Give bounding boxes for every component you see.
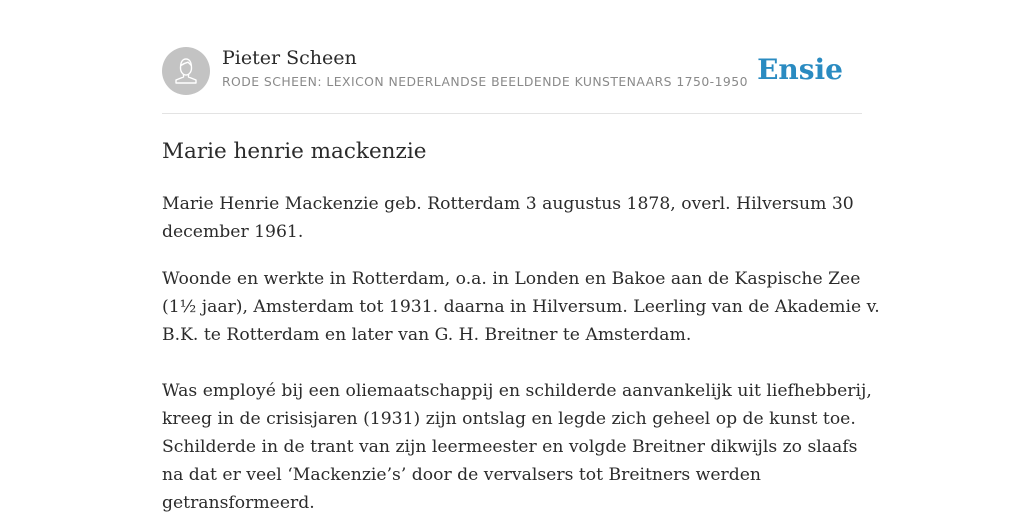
author-avatar[interactable] xyxy=(162,47,210,95)
paragraph-line: december 1961. xyxy=(162,222,304,242)
paragraph-line: kreeg in de crisisjaren (1931) zijn ontslag en legde zich geheel op de kunst toe. xyxy=(162,409,856,429)
divider xyxy=(162,113,862,114)
paragraph-line: B.K. te Rotterdam en later van G. H. Breitner te Amsterdam. xyxy=(162,325,692,345)
ensie-logo[interactable]: Ensie xyxy=(757,53,843,86)
author-name[interactable]: Pieter Scheen xyxy=(222,47,357,69)
user-silhouette-icon xyxy=(162,47,210,95)
header xyxy=(162,46,862,96)
article-paragraph-1 xyxy=(162,190,867,246)
paragraph-line: Woonde en werkte in Rotterdam, o.a. in Londen en Bakoe aan de Kaspische Zee xyxy=(162,269,861,289)
paragraph-line: Marie Henrie Mackenzie geb. Rotterdam 3 augustus 1878, overl. Hilversum 30 xyxy=(162,194,854,214)
source-title[interactable]: RODE SCHEEN: LEXICON NEDERLANDSE BEELDENDE KUNSTENAARS 1750-1950 xyxy=(222,74,748,89)
article-title: Marie henrie mackenzie xyxy=(162,139,427,164)
paragraph-line: (1½ jaar), Amsterdam tot 1931. daarna in Hilversum. Leerling van de Akademie v. xyxy=(162,297,880,317)
paragraph-line: getransformeerd. xyxy=(162,493,315,512)
paragraph-line: na dat er veel ‘Mackenzie’s’ door de vervalsers tot Breitners werden xyxy=(162,465,761,485)
paragraph-line: Was employé bij een oliemaatschappij en schilderde aanvankelijk uit liefhebberij, xyxy=(162,381,872,401)
paragraph-line: Schilderde in de trant van zijn leermeester en volgde Breitner dikwijls zo slaafs xyxy=(162,437,858,457)
article-paragraph-2 xyxy=(162,265,880,349)
article-paragraph-3 xyxy=(162,377,872,512)
